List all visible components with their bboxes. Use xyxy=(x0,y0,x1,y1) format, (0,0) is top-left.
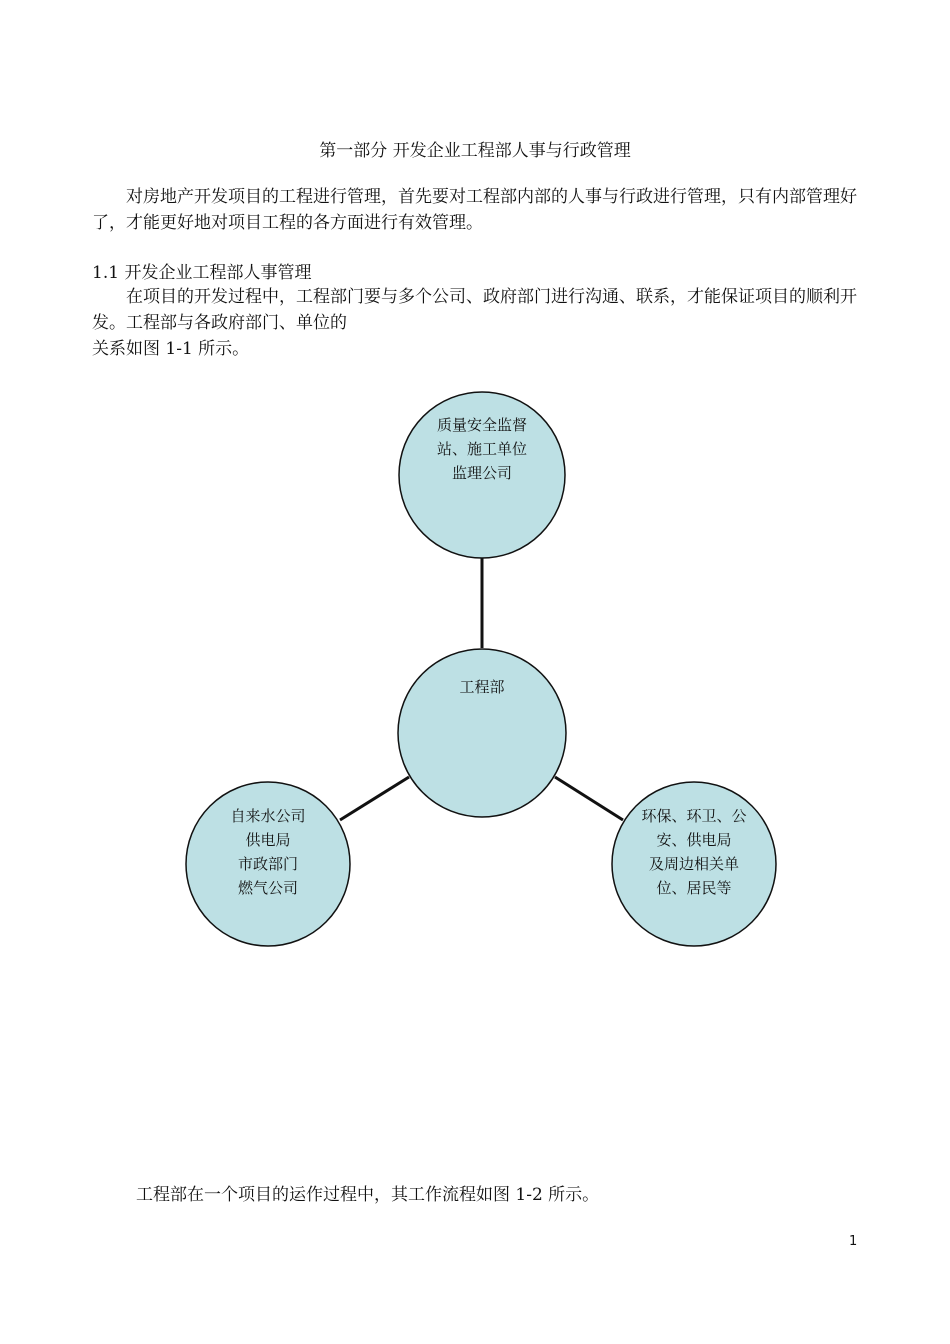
node-label-top: 站、施工单位 xyxy=(436,440,528,458)
closing-paragraph: 工程部在一个项目的运作过程中，其工作流程如图 1-2 所示。 xyxy=(136,1185,600,1205)
node-circle-center xyxy=(398,649,566,817)
node-right xyxy=(612,782,776,946)
section-paragraph: 在项目的开发过程中，工程部门要与多个公司、政府部门进行沟通、联系，才能保证项目的顺利开发。工程部与各政府部门、单位的 xyxy=(92,287,857,333)
node-label-right: 及周边相关单 xyxy=(648,855,740,873)
node-label-center: 工程部 xyxy=(459,678,505,696)
node-label-right: 位、居民等 xyxy=(656,879,732,897)
page-number: 1 xyxy=(849,1234,858,1249)
node-label-right: 环保、环卫、公 xyxy=(641,807,747,825)
node-label-left: 市政部门 xyxy=(237,855,299,873)
node-label-left: 燃气公司 xyxy=(237,879,299,897)
node-left xyxy=(186,782,350,946)
section-paragraph-cont: 关系如图 1-1 所示。 xyxy=(92,339,250,359)
section-heading: 1.1 开发企业工程部人事管理 xyxy=(92,263,312,283)
connector-right xyxy=(555,777,623,820)
node-label-left: 供电局 xyxy=(245,831,291,849)
intro-paragraph: 对房地产开发项目的工程进行管理，首先要对工程部内部的人事与行政进行管理，只有内部管理好了，才能更好地对项目工程的各方面进行有效管理。 xyxy=(92,187,857,233)
node-label-right: 安、供电局 xyxy=(656,831,732,849)
node-top xyxy=(399,392,565,558)
connector-left xyxy=(340,777,409,820)
node-label-left: 自来水公司 xyxy=(230,807,306,825)
node-label-top: 监理公司 xyxy=(451,464,513,482)
node-center xyxy=(398,649,566,817)
node-label-top: 质量安全监督 xyxy=(436,416,528,434)
page-title: 第一部分 开发企业工程部人事与行政管理 xyxy=(319,141,631,161)
